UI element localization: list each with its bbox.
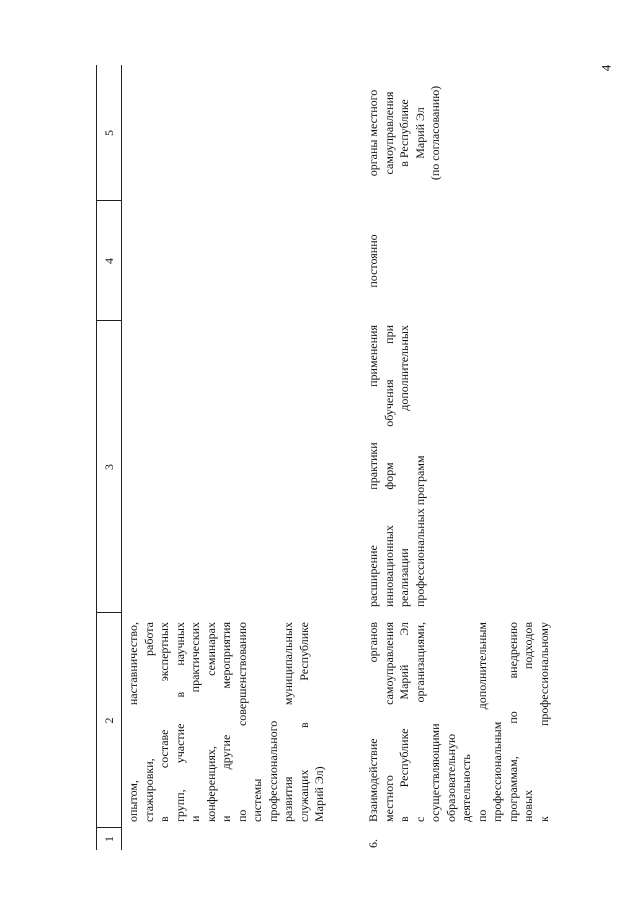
text-line: групп, участие в научных: [172, 622, 187, 822]
text-line: Взаимодействие органов: [366, 622, 380, 822]
rotated-document-table: [70, 65, 551, 850]
text-line: в составе экспертных: [157, 622, 171, 822]
text-line: инновационных форм обучения при: [381, 325, 396, 607]
text-line: (по согласованию): [428, 85, 442, 181]
text-line: образовательную: [443, 733, 458, 822]
header-col-3: 3: [102, 464, 116, 470]
text-line: расширение практики применения: [366, 325, 380, 607]
text-line: опытом, наставничество,: [126, 622, 140, 822]
text-line: профессиональным: [490, 721, 504, 822]
text-line: профессионального: [265, 720, 280, 822]
text-line: по дополнительным: [474, 622, 489, 822]
row6-col2: [366, 622, 552, 822]
text-line: в Республике: [397, 99, 411, 167]
text-line: органы местного: [366, 89, 380, 177]
text-line: Марий Эл: [412, 107, 427, 159]
text-line: стажировки, работа: [141, 622, 156, 822]
text-line: программам, по внедрению: [505, 622, 520, 822]
text-line: в Республике Марий Эл: [397, 622, 411, 822]
text-line: самоуправления: [381, 91, 396, 175]
continuation-col2: [126, 622, 328, 822]
text-line: реализации дополнительных: [397, 325, 411, 607]
page-number: 4: [597, 64, 613, 72]
text-line: и другие мероприятия: [219, 622, 233, 822]
text-line: с организациями,: [412, 622, 427, 822]
text-line: новых подходов: [521, 622, 535, 822]
row6-col4: постоянно: [366, 234, 380, 288]
header-col-4: 4: [102, 258, 116, 264]
text-line: профессиональных программ: [412, 455, 427, 607]
row6-col5: [366, 65, 444, 201]
header-col-1: 1: [102, 836, 116, 842]
text-line: Марий Эл): [312, 766, 326, 822]
text-line: конференциях, семинарах: [203, 622, 218, 822]
text-line: по совершенствованию: [234, 622, 249, 822]
row6-number: 6.: [366, 839, 380, 848]
text-line: местного самоуправления: [381, 622, 396, 822]
text-line: служащих в Республике: [296, 622, 311, 822]
table-header-row: [96, 65, 122, 850]
text-line: развития муниципальных: [281, 622, 295, 822]
text-line: деятельность: [459, 754, 473, 822]
text-line: системы: [250, 778, 264, 822]
text-line: к профессиональному: [536, 622, 551, 822]
text-line: осуществляющими: [428, 723, 442, 822]
text-line: и практических: [188, 622, 202, 822]
header-col-2: 2: [102, 717, 116, 724]
header-col-5: 5: [102, 130, 116, 136]
row6-col3: [366, 325, 428, 607]
